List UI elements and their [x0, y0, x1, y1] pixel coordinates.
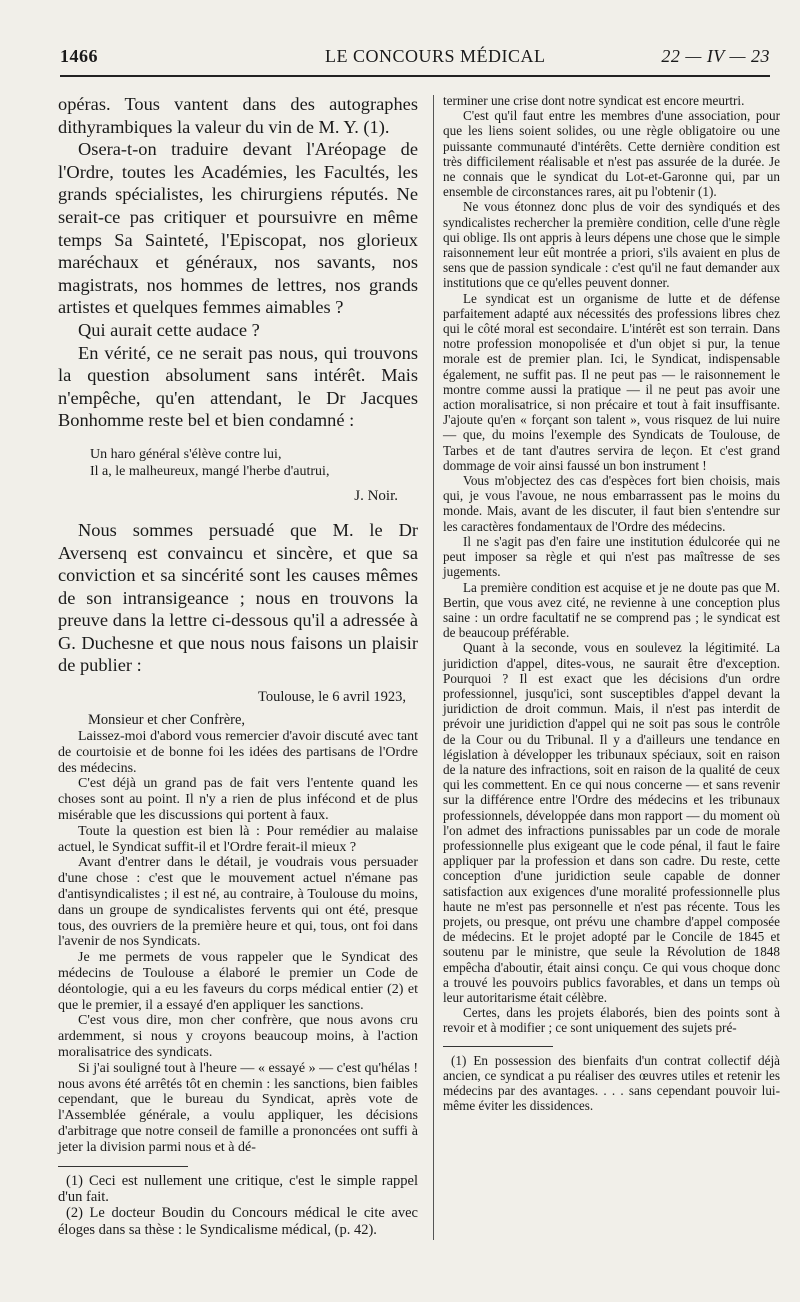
verse-quote: [90, 446, 418, 480]
letter-paragraph: Toute la question est bien là : Pour remédier au malaise actuel, le Syndicat suffit-il et l'Ordre ferait-il mieux ?: [58, 823, 418, 855]
letter-salutation: Monsieur et cher Confrère,: [88, 712, 246, 729]
paragraph: Ne vous étonnez donc plus de voir des syndiqués et des syndicalistes rechercher la première condition, celle d'une règle qui oblige. Ils ont appris à leurs dépens une chose que le simple raisonnement leur eût montrée a priori, s'ils avaient en plus de sens que de passion syndicale : c'est qu'il ne faut demander aux institutions que ce qu'elles peuvent donner.: [443, 199, 780, 291]
column-divider: [433, 95, 434, 1240]
footnotes: [58, 1173, 418, 1239]
letter-dateline: Toulouse, le 6 avril 1923,: [258, 689, 406, 706]
verse-line: Il a, le malheureux, mangé l'herbe d'autrui,: [90, 463, 330, 479]
paragraph: Certes, dans les projets élaborés, bien des points sont à revoir et à modifier ; ce sont uniquement des sujets pré-: [443, 1005, 780, 1036]
letter-paragraph: C'est déjà un grand pas de fait vers l'entente quand les choses sont au point. Il n'y a rien de plus infécond et de plus misérable que les discussions qui portent à faux.: [58, 776, 418, 824]
paragraph: Osera-t-on traduire devant l'Aréopage de l'Ordre, toutes les Académies, les Facultés, les grands spécialistes, les chirurgiens réputés. Ne serait-ce pas critiquer et poursuivre en même temps Sa Sainteté, l'Episcopat, nos glorieux maréchaux et généraux, nos savants, nos magistrats, nos hommes de lettres, nos grands artistes et quelques femmes aimables ?: [58, 139, 418, 318]
paragraph: La première condition est acquise et je ne doute pas que M. Bertin, que vous avez cité, ne revienne à une conception plus saine : un ordre facultatif ne se comprend pas ; le syndicat est de beaucoup préférable.: [443, 579, 780, 641]
running-header: [55, 44, 770, 74]
paragraph: terminer une crise dont notre syndicat est encore meurtri.: [443, 93, 745, 108]
header-rule: [60, 75, 770, 77]
footnote-rule: [58, 1166, 188, 1167]
paragraph: opéras. Tous vantent dans des autographes dithyrambiques la valeur du vin de M. Y. (1).: [58, 94, 418, 137]
right-column: [443, 93, 780, 1113]
quote-signature: J. Noir.: [354, 487, 398, 504]
left-column: [58, 93, 418, 1238]
footnote: (1) En possession des bienfaits d'un contrat collectif déjà ancien, ce syndicat a pu réaliser des œuvres utiles et retenir les médecins par des avantages. . . . sans cependant pouvoir lui-même éviter les dissidences.: [443, 1052, 780, 1114]
letter-paragraph: C'est vous dire, mon cher confrère, que nous avons cru ardemment, si nous y croyons beaucoup moins, à l'action moralisatrice des syndicats.: [58, 1013, 418, 1060]
page-number: 1466: [60, 46, 98, 66]
paragraph: Quant à la seconde, vous en soulevez la légitimité. La juridiction d'appel, dites-vous, ne saurait être d'exception. Pourquoi ? Il est exact que les décisions d'un ordre professionnel, jusqu'ici, sont susceptibles d'appel devant la juridiction de droit commun. Mais, il n'est pas interdit de prévoir une juridiction d'appel qui ne soit pas sous le contrôle de la Cour ou du Tribunal. Il y a d'ailleurs une tendance en législation à développer les tribunaux spéciaux, soit en raison de la nature des infractions, soit en raison de la qualité de ceux qui les commettent. En ce qui nous concerne — et sans revenir sur la différence entre l'Ordre des médecins et les tribunaux professionnels, développée dans mon rapport — du moment où l'on admet des infractions punissables par un code de morale professionnelle plus exigeant que le code pénal, il faut le faire appliquer par la profession et dans son cadre. Du reste, cette conception d'une juridiction seule capable de donner satisfaction aux exigences d'une moralité professionnelle plus haute ne m'est pas personnelle et n'est pas récente. Tous les projets, ou presque, ont prévu une chambre d'appel composée de médecins. Et le projet adopté par le Concile de 1845 et soutenu par le ministre, que seule la Révolution de 1848 empêcha d'aboutir, était ainsi conçu. Ce qui vous choque donc a trouvé les pouvoirs publics favorables, et dans un temps où leur autoritarisme était célèbre.: [443, 640, 780, 1005]
journal-title: LE CONCOURS MÉDICAL: [325, 46, 546, 66]
footnote: (2) Le docteur Boudin du Concours médical le cite avec éloges dans sa thèse : le Syndicalisme médical, (p. 42).: [58, 1205, 418, 1238]
paragraph: Qui aurait cette audace ?: [78, 319, 260, 340]
letter-paragraph: Avant d'entrer dans le détail, je voudrais vous persuader d'une chose : c'est que le mouvement actuel n'émane pas d'antisyndicalistes ; il est né, au contraire, à Toulouse du moins, dans un groupe de syndicalistes fervents qui ont été, presque tous, des ouvriers de la première heure et qui, tous, ont foi dans l'avenir de nos Syndicats.: [58, 855, 418, 950]
letter-paragraph: Si j'ai souligné tout à l'heure — « essayé » — c'est qu'hélas ! nous avons été arrêtés tôt en chemin : les sanctions, bien faibles cependant, que le bureau du Syndicat, après vote de l'Assemblée générale, a voulu appliquer, les décisions d'arbitrage que notre conseil de famille a prononcées ont suffi à jeter la division parmi nous et à dé-: [58, 1060, 418, 1155]
paragraph: Vous m'objectez des cas d'espèces fort bien choisis, mais qui, je vous l'avoue, ne nous embarrassent pas le moins du monde. Mais, avant de les discuter, il faut bien s'entendre sur les caractères fondamentaux de l'Ordre des médecins.: [443, 473, 780, 534]
letter-paragraph: Je me permets de vous rappeler que le Syndicat des médecins de Toulouse a élaboré le premier un Code de déontologie, qui a eu les faveurs du corps médical entier (2) et que le premier, il a essayé d'en appliquer les sanctions.: [58, 950, 418, 1013]
paragraph: Nous sommes persuadé que M. le Dr Aversenq est convaincu et sincère, et que sa conviction et sa sincérité sont les causes mêmes de son intransigeance ; nous en trouvons la preuve dans la lettre ci-dessous qu'il a adressée à G. Duchesne et que nous nous faisons un plaisir de publier :: [58, 519, 418, 676]
issue-date: 22 — IV — 23: [661, 46, 770, 66]
footnote-rule: [443, 1046, 553, 1047]
paragraph: Le syndicat est un organisme de lutte et de défense parfaitement adapté aux nécessités des professions libres chez qui le côté moral est secondaire. L'intérêt est son terrain. Dans notre profession monopolisée et d'un objet si pur, la tenue morale est de premier plan. Ici, le Syndicat, indispensable également, ne suffit pas. Il ne peut pas — le raisonnement le montre comme aussi la pratique — il ne peut pas avoir une action moralisatrice, si non précaire et tout à fait insuffisante. J'ajoute qu'en « forçant son talent », vous risquez de lui nuire — que, du moins l'exemple des Syndicats de Toulouse, de Tarbes et de tant d'autres servira de leçon. Et c'est grand dommage de voir ainsi faussé un bon instrument !: [443, 290, 780, 473]
paragraph: En vérité, ce ne serait pas nous, qui trouvons la question absolument sans intérêt. Mais n'empêche, qu'en attendant, le Dr Jacques Bonhomme reste bel et bien condamné :: [58, 342, 418, 431]
paragraph: Il ne s'agit pas d'en faire une institution édulcorée qui ne peut imposer sa règle et qui n'est pas maîtresse de ses jugements.: [443, 533, 780, 580]
footnote: (1) Ceci est nullement une critique, c'est le simple rappel d'un fait.: [58, 1172, 418, 1205]
footnotes: [443, 1053, 780, 1114]
letter-paragraph: Laissez-moi d'abord vous remercier d'avoir discuté avec tant de courtoisie et de bonne foi les idées des partisans de l'Ordre des médecins.: [58, 729, 418, 776]
verse-line: Un haro général s'élève contre lui,: [90, 446, 282, 462]
paragraph: C'est qu'il faut entre les membres d'une association, pour que les liens soient solides, ou une règle obligatoire ou une puissante communauté d'intérêts. Cette dernière condition est très difficilement réalisable et n'est pas assurée de la durée. Je ne connais que le syndicat du Lot-et-Garonne qui, par un ensemble de circonstances rares, ait pu l'obtenir (1).: [443, 108, 780, 200]
